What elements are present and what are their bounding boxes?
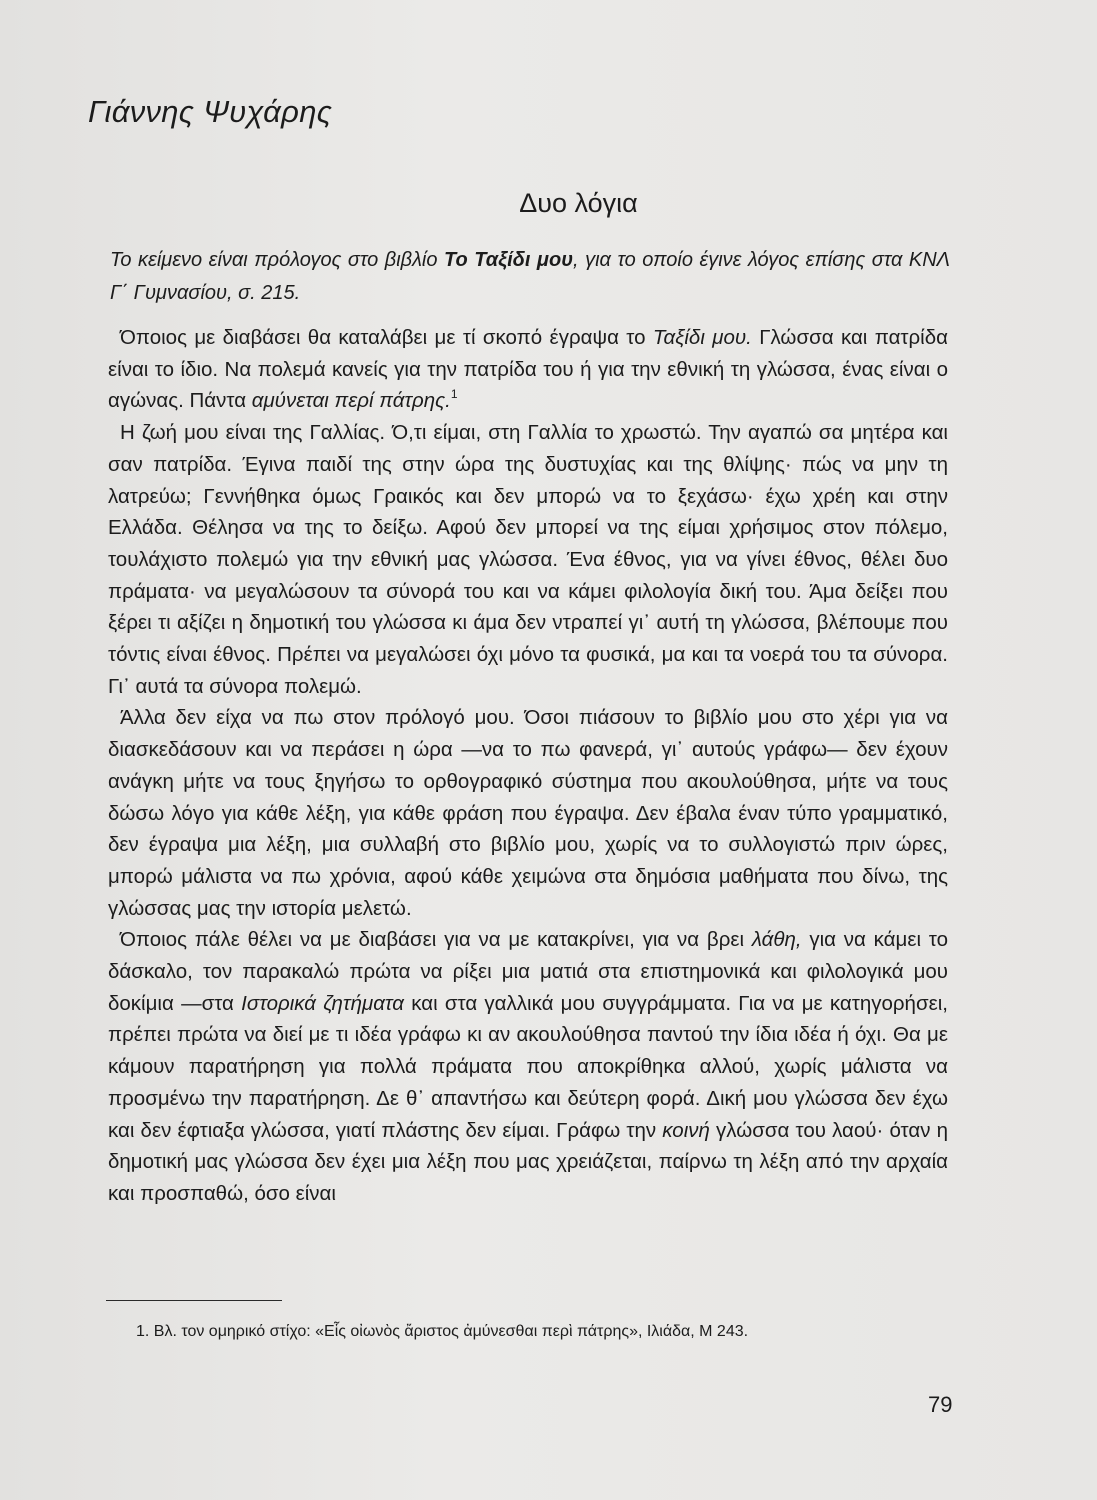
p4-book-title: Ιστορικά ζητήματα	[241, 991, 404, 1015]
p1-part-c: Γλώσσα και πατρίδα είναι το ίδιο. Να πολεμά κανείς για την πατρίδα του ή για την εθνική τη γλώσσα, ένας είναι ο αγώνας. Πάντα	[108, 326, 949, 413]
intro-text-before: Το κείμενο είναι πρόλογος στο βιβλίο	[110, 249, 445, 271]
author-name: Γιάννης Ψυχάρης	[88, 94, 333, 129]
p1-part-a: Όποιος με διαβάσει θα καταλάβει με τί σκοπό έγραψα το	[120, 326, 653, 349]
p4-part-e: και στα γαλλικά μου συγγράμματα. Για να με κατηγορήσει, πρέπει πρώτα να διεί με τι ιδέα γράφω κι αν ακουλούθησα παντού την ίδια ιδέα ή όχι. Θα με κάμουν παρατήρηση για πολλά πράματα που αποκρίθηκα αλλού, χωρίς μάλιστα να προσμένω την παρατήρηση. Δε θ᾽ απαντήσω και δεύτερη φορά. Δική μου γλώσσα δεν έχω και δεν έφτιαξα γλώσσα, γιατί πλάστης δεν είμαι. Γράφω την	[108, 991, 948, 1142]
intro-text-after: , για το οποίο έγινε λόγος επίσης στα ΚΝΛ Γ΄ Γυμνασίου, σ. 215.	[110, 249, 950, 304]
footnote-ref: 1	[450, 387, 458, 402]
chapter-title: Δυο λόγια	[519, 188, 638, 218]
p4-emphasis-koini: κοινή	[662, 1118, 710, 1142]
p4-part-a: Όποιος πάλε θέλει να με διαβάσει για να με κατακρίνει, για να βρει	[120, 928, 752, 952]
footnote: 1. Βλ. τον ομηρικό στίχο: «Εἷς οἰωνὸς ἄριστος ἀμύνεσθαι περὶ πάτρης», Ιλιάδα, Μ 243.	[136, 1323, 749, 1340]
p1-quote: αμύνεται περί πάτρης.	[251, 389, 451, 413]
main-text	[108, 322, 948, 1210]
p4-part-g: γλώσσα του λαού· όταν η δημοτική μας γλώσσα δεν έχει μια λέξη που μας χρειάζεται, παίρνω τη λέξη από την αρχαία και προσπαθώ, όσο είναι	[108, 1118, 948, 1205]
p4-emphasis-lathi: λάθη,	[751, 928, 802, 952]
intro-note	[110, 244, 950, 310]
intro-book-title: Το Ταξίδι μου	[444, 249, 574, 271]
p1-book-title: Ταξίδι μου.	[652, 326, 752, 349]
footnote-divider	[106, 1300, 282, 1301]
paragraph-1	[108, 322, 948, 417]
paragraph-3: Άλλα δεν είχα να πω στον πρόλογό μου. Όσοι πιάσουν το βιβλίο μου στο χέρι για να διασκεδάσουν και να περάσει η ώρα —να το πω φανερά, γι᾽ αυτούς γράφω— δεν έχουν ανάγκη μήτε να τους ξηγήσω το ορθογραφικό σύστημα που ακουλούθησα, μήτε να τους δώσω λόγο για κάθε λέξη, για κάθε φράση που έγραψα. Δεν έβαλα έναν τύπο γραμματικό, δεν έγραψα μια λέξη, μια συλλαβή στο βιβλίο μου, χωρίς να το συλλογιστώ πριν ώρες, μπορώ μάλιστα να πω χρόνια, αφού κάθε χειμώνα στα δημόσια μαθήματα που δίνω, της γλώσσας μας την ιστορία μελετώ.	[108, 706, 948, 920]
page-number: 79	[928, 1392, 953, 1417]
paragraph-2: Η ζωή μου είναι της Γαλλίας. Ό,τι είμαι, στη Γαλλία το χρωστώ. Την αγαπώ σα μητέρα και σαν πατρίδα. Έγινα παιδί της στην ώρα της δυστυχίας και της θλίψης· πώς να μην τη λατρεύω; Γεννήθηκα όμως Γραικός και δεν μπορώ να το ξεχάσω· έχω χρέη και στην Ελλάδα. Θέλησα να της το δείξω. Αφού δεν μπορεί να της είμαι χρήσιμος στον πόλεμο, τουλάχιστο πολεμώ για την εθνική μας γλώσσα. Ένα έθνος, για να γίνει έθνος, θέλει δυο πράματα· να μεγαλώσουν τα σύνορά του και να κάμει φιλολογία δική του. Άμα δείξει που ξέρει τι αξίζει η δημοτική του γλώσσα κι άμα δεν ντραπεί γι᾽ αυτή τη γλώσσα, βλέπουμε που τόντις είναι έθνος. Πρέπει να μεγαλώσει όχι μόνο τα φυσικά, μα και τα νοερά του τα σύνορα. Γι᾽ αυτά τα σύνορα πολεμώ.	[108, 421, 948, 698]
paragraph-4	[108, 924, 948, 1209]
p4-part-c: για να κάμει το δάσκαλο, τον παρακαλώ πρώτα να ρίξει μια ματιά στα επιστημονικά και φιλολογικά μου δοκίμια —στα	[108, 928, 949, 1015]
